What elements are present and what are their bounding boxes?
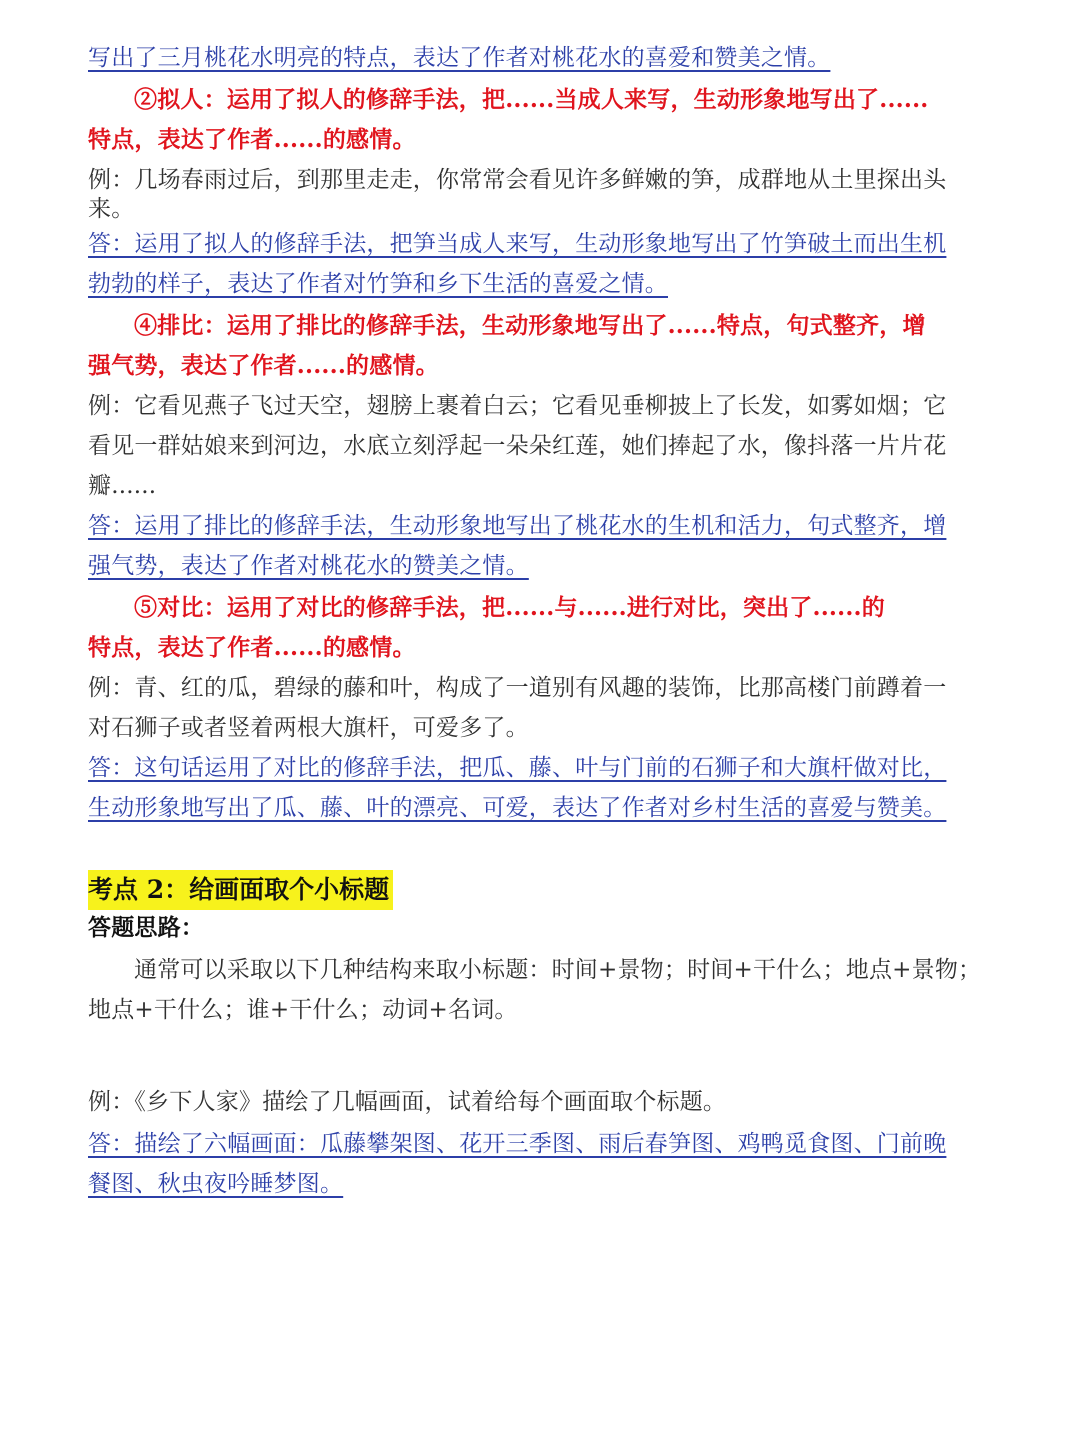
answer-text: 生动形象地写出了瓜、藤、叶的漂亮、可爱，表达了作者对乡村生活的喜爱与赞美。: [88, 795, 947, 821]
rule-text-parallelism: ④排比：运用了排比的修辞手法，生动形象地写出了......特点，句式整齐，增: [134, 312, 926, 339]
example-text: 例：《乡下人家》描绘了几幅画面，试着给每个画面取个标题。: [88, 1089, 727, 1115]
section-subheading: 答题思路：: [88, 914, 204, 941]
example-text: 瓣......: [88, 473, 157, 499]
method-text: 地点+干什么；谁+干什么；动词+名词。: [88, 997, 518, 1023]
rule-text-contrast: 特点，表达了作者......的感情。: [88, 634, 416, 661]
example-text: 对石狮子或者竖着两根大旗杆，可爱多了。: [88, 715, 529, 741]
rule-text-contrast: ⑤对比：运用了对比的修辞手法，把......与......进行对比，突出了......的: [134, 594, 885, 621]
rule-text-personification: 特点，表达了作者......的感情。: [88, 126, 416, 153]
example-text: 例：它看见燕子飞过天空，翅膀上裹着白云；它看见垂柳披上了长发，如雾如烟；它: [88, 393, 947, 419]
answer-text: 勃勃的样子，表达了作者对竹笋和乡下生活的喜爱之情。: [88, 271, 668, 297]
method-text: 通常可以采取以下几种结构来取小标题：时间+景物；时间+干什么；地点+景物；: [134, 957, 982, 983]
document-page: [88, 40, 992, 1200]
section-heading-row: [88, 870, 992, 910]
example-text: 例：几场春雨过后，到那里走走，你常常会看见许多鲜嫩的笋，成群地从土里探出头: [88, 167, 947, 193]
rule-text-parallelism: 强气势，表达了作者......的感情。: [88, 352, 439, 379]
answer-text: 答：运用了拟人的修辞手法，把笋当成人来写，生动形象地写出了竹笋破土而出生机: [88, 231, 947, 257]
answer-text: 强气势，表达了作者对桃花水的赞美之情。: [88, 553, 529, 579]
answer-text: 答：运用了排比的修辞手法，生动形象地写出了桃花水的生机和活力，句式整齐，增: [88, 513, 947, 539]
example-text: 看见一群姑娘来到河边，水底立刻浮起一朵朵红莲，她们捧起了水，像抖落一片片花: [88, 433, 947, 459]
answer-text: 答：描绘了六幅画面：瓜藤攀架图、花开三季图、雨后春笋图、鸡鸭觅食图、门前晚: [88, 1131, 947, 1157]
example-text: 来。: [88, 196, 135, 222]
section-heading: 考点 2：给画面取个小标题: [88, 870, 393, 910]
answer-text: 餐图、秋虫夜吟睡梦图。: [88, 1171, 344, 1197]
answer-text: 答：这句话运用了对比的修辞手法，把瓜、藤、叶与门前的石狮子和大旗杆做对比，: [88, 755, 947, 781]
answer-text: 写出了三月桃花水明亮的特点，表达了作者对桃花水的喜爱和赞美之情。: [88, 45, 831, 71]
rule-text-personification: ②拟人：运用了拟人的修辞手法，把......当成人来写，生动形象地写出了......: [134, 86, 929, 113]
example-text: 例：青、红的瓜，碧绿的藤和叶，构成了一道别有风趣的装饰，比那高楼门前蹲着一: [88, 675, 947, 701]
